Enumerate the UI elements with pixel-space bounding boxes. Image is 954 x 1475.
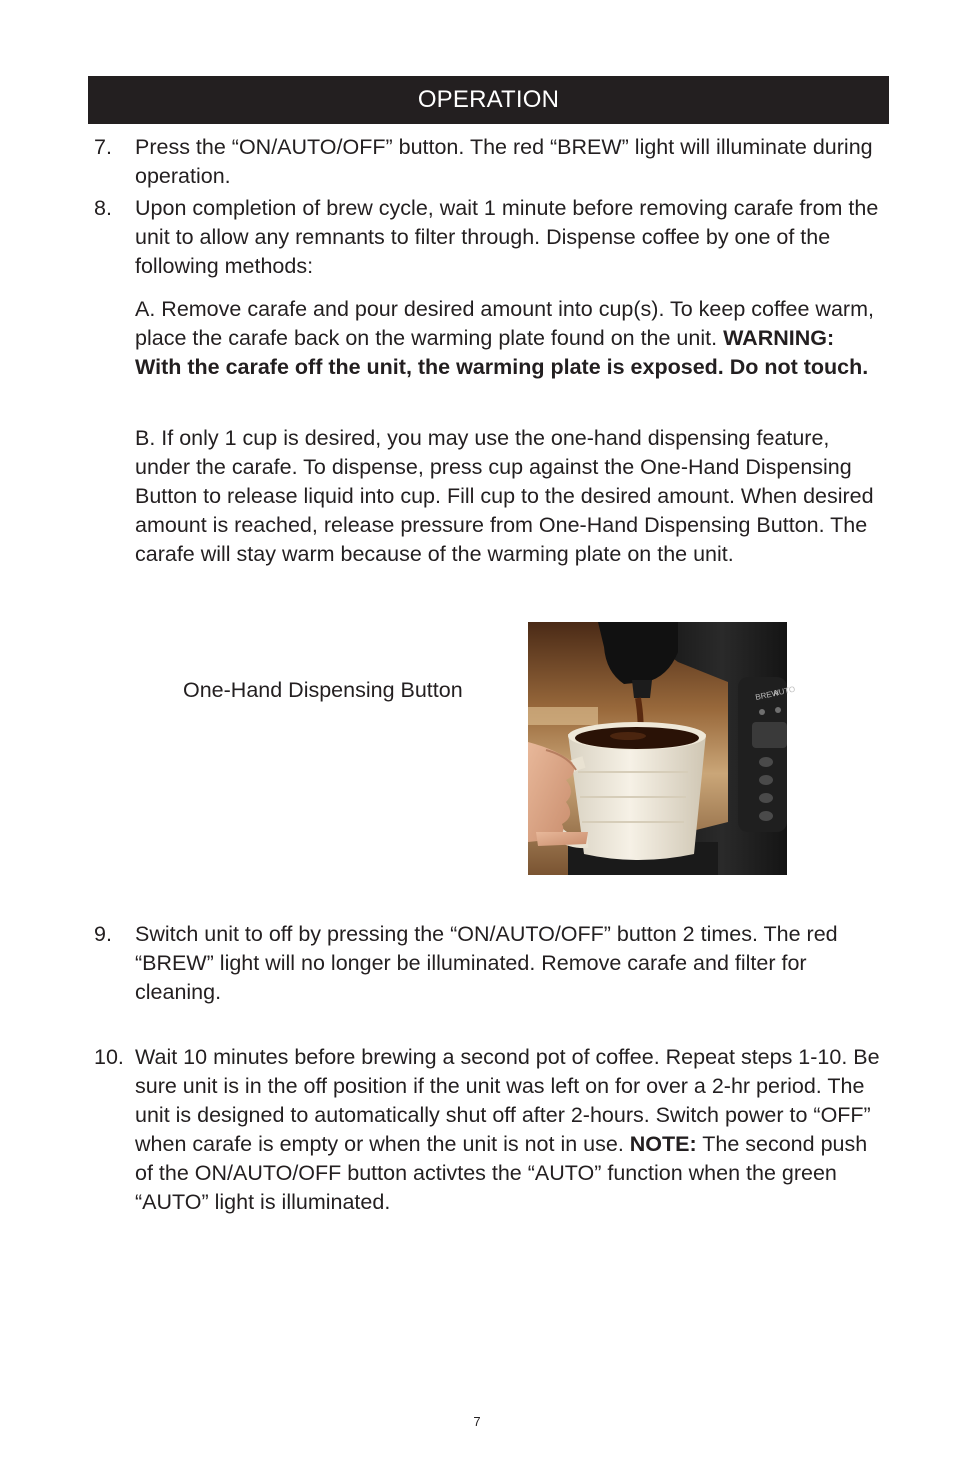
step-text: Press the “ON/AUTO/OFF” button. The red “BREW” light will illuminate during operation.	[135, 135, 873, 188]
method-a-text: A. Remove carafe and pour desired amount into cup(s). To keep coffee warm, place the carafe back on the warming plate found on the unit.	[135, 297, 874, 350]
step-10-text-a: Wait 10 minutes before brewing a second pot of coffee. Repeat steps 1-10. Be sure unit is in the off position if the unit was left on for over a 2-hr period. The unit is designed to automatically shut off after 2-hours. Switch power to “OFF” when carafe is empty or when the unit is not in use.	[135, 1045, 880, 1156]
step-text: Upon completion of brew cycle, wait 1 minute before removing carafe from the unit to allow any remnants to filter through. Dispense coffee by one of the following methods:	[135, 196, 879, 278]
note-label: NOTE:	[629, 1132, 697, 1156]
step-number: 8.	[94, 196, 112, 220]
step-text	[135, 1043, 884, 1217]
warning-text: WARNING: With the carafe off the unit, the warming plate is exposed. Do not touch.	[135, 326, 869, 379]
step-text: Switch unit to off by pressing the “ON/AUTO/OFF” button 2 times. The red “BREW” light will no longer be illuminated. Remove carafe and filter for cleaning.	[135, 922, 838, 1004]
method-b	[135, 424, 884, 569]
coffee-dispense-illustration	[528, 622, 797, 875]
step-7	[94, 133, 884, 191]
step-10-text-b: The second push of the ON/AUTO/OFF button activtes the “AUTO” function when the green “AUTO” light is illuminated.	[135, 1132, 868, 1214]
section-title: OPERATION	[417, 86, 560, 113]
step-number: 9.	[94, 922, 112, 946]
auto-label: AUTO	[772, 684, 797, 698]
page-number: 7	[473, 1414, 481, 1429]
step-number: 7.	[94, 135, 112, 159]
step-9	[94, 920, 884, 1007]
method-a	[135, 295, 884, 382]
step-10	[94, 1043, 884, 1217]
brew-label: BREW	[754, 688, 780, 702]
figure-caption: One-Hand Dispensing Button	[183, 678, 463, 702]
step-number: 10.	[94, 1045, 124, 1069]
method-b-text: B. If only 1 cup is desired, you may use the one-hand dispensing feature, under the carafe. To dispense, press cup against the One-Hand Dispensing Button to release liquid into cup. Fill cup to the desired amount. When desired amount is reached, release pressure from One-Hand Dispensing Button. The carafe will stay warm because of the warming plate on the unit.	[135, 426, 874, 566]
dispensing-photo	[528, 622, 797, 875]
step-8	[94, 194, 884, 281]
section-header	[88, 76, 889, 124]
